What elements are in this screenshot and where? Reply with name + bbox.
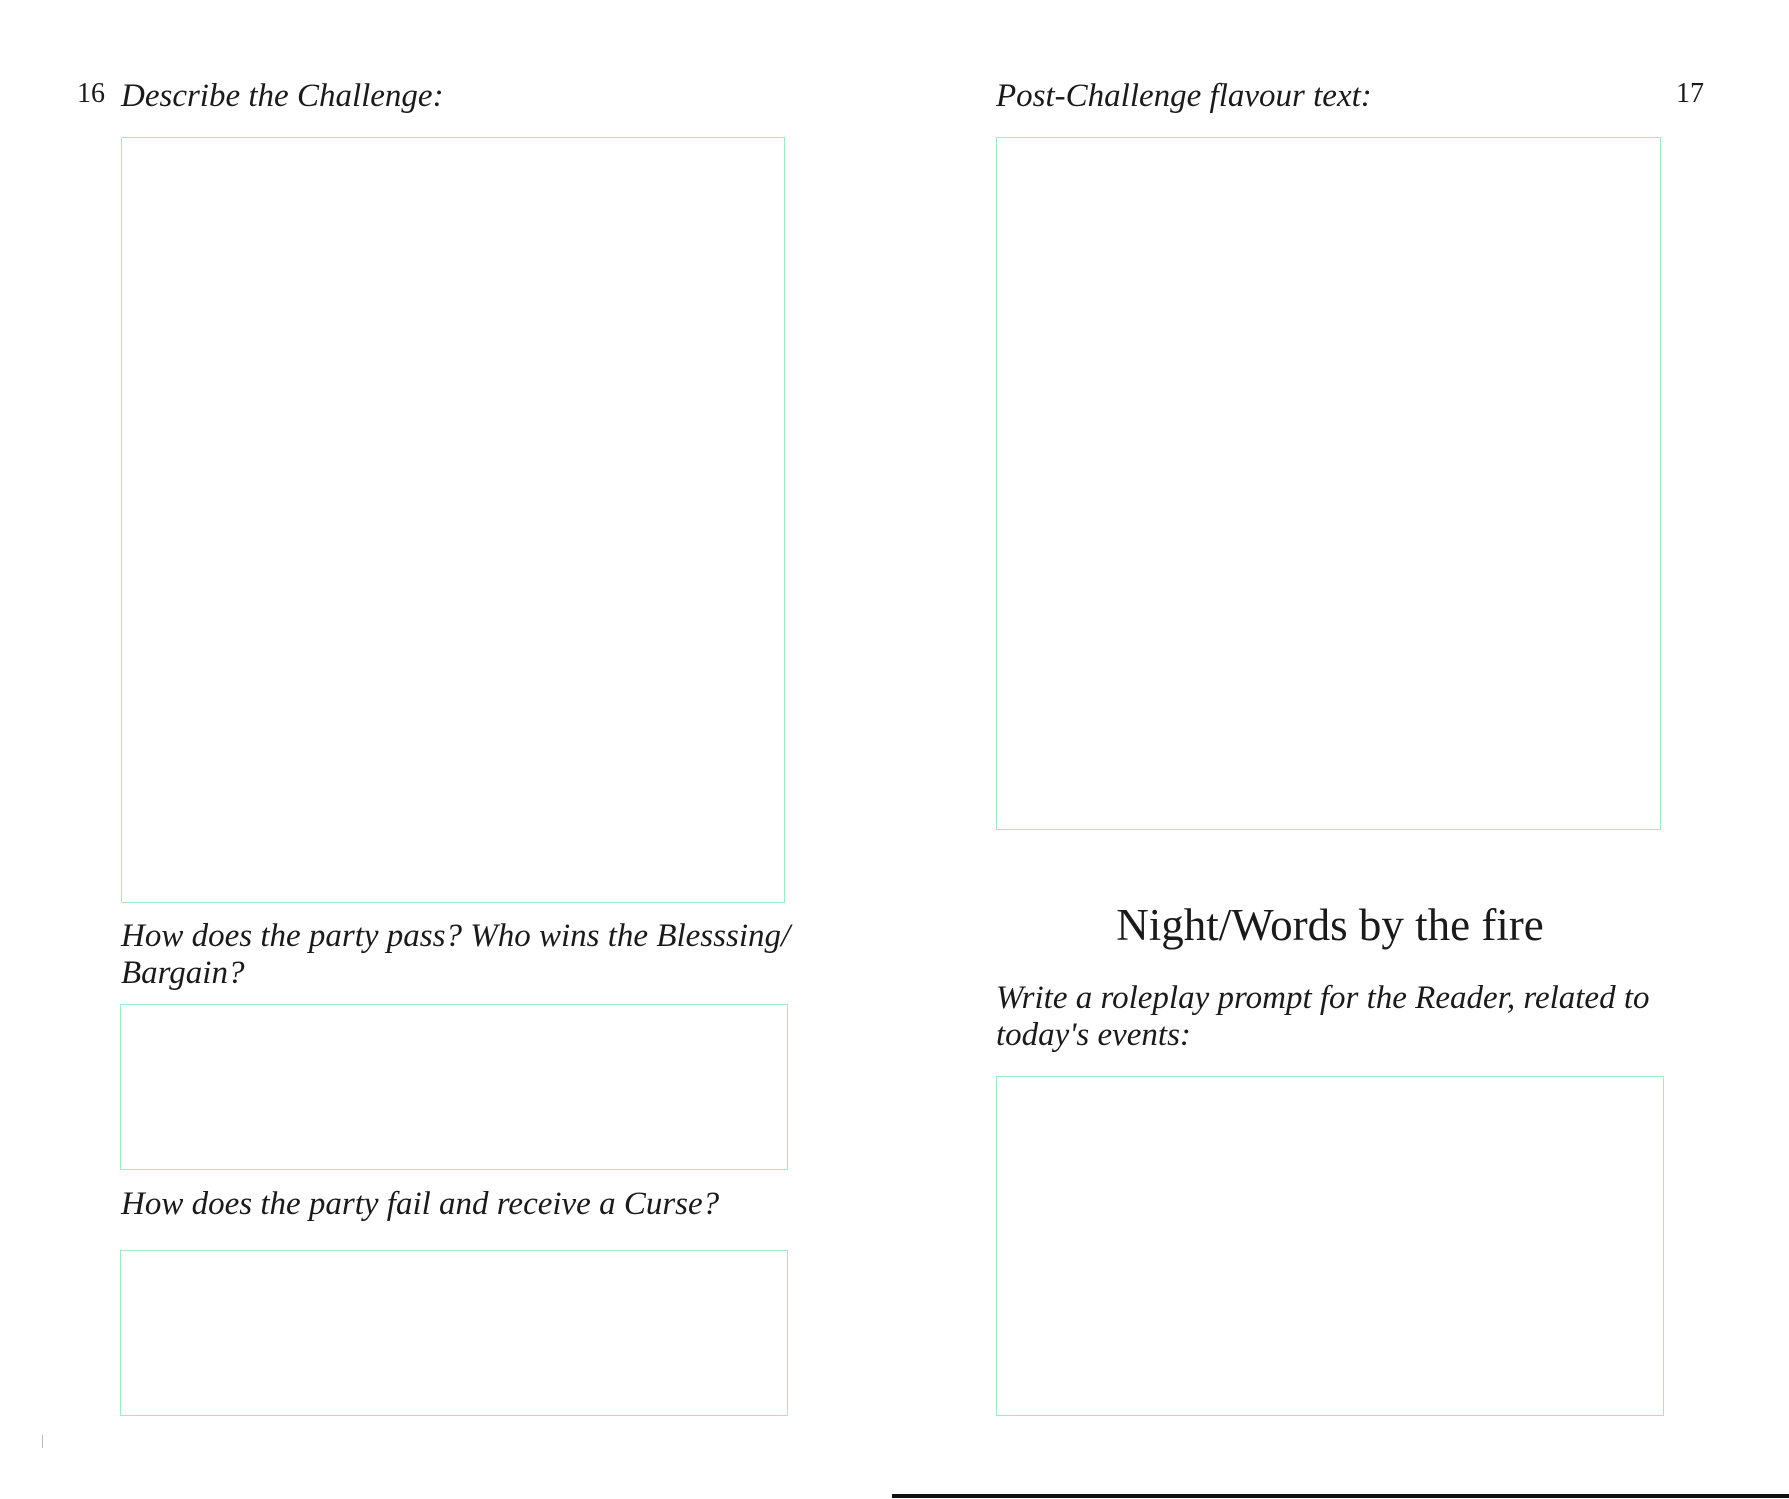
page-number-right: 17 <box>1676 78 1704 109</box>
corner-mark <box>39 1435 43 1448</box>
flavour-text-box[interactable] <box>996 137 1661 830</box>
describe-challenge-label: Describe the Challenge: <box>121 78 444 114</box>
flavour-text-label: Post-Challenge flavour text: <box>996 78 1372 114</box>
party-fail-question: How does the party fail and receive a Curse? <box>121 1186 720 1222</box>
party-pass-question: How does the party pass? Who wins the Blesssing/ Bargain? <box>121 918 791 991</box>
describe-challenge-box[interactable] <box>121 137 785 903</box>
night-heading: Night/Words by the fire <box>1116 900 1544 950</box>
party-fail-box[interactable] <box>120 1250 788 1416</box>
roleplay-prompt-label: Write a roleplay prompt for the Reader, related to today's events: <box>996 980 1650 1053</box>
page-number-left: 16 <box>77 78 105 109</box>
roleplay-prompt-box[interactable] <box>996 1076 1664 1416</box>
page-bottom-rule <box>892 1494 1789 1498</box>
party-pass-box[interactable] <box>120 1004 788 1170</box>
